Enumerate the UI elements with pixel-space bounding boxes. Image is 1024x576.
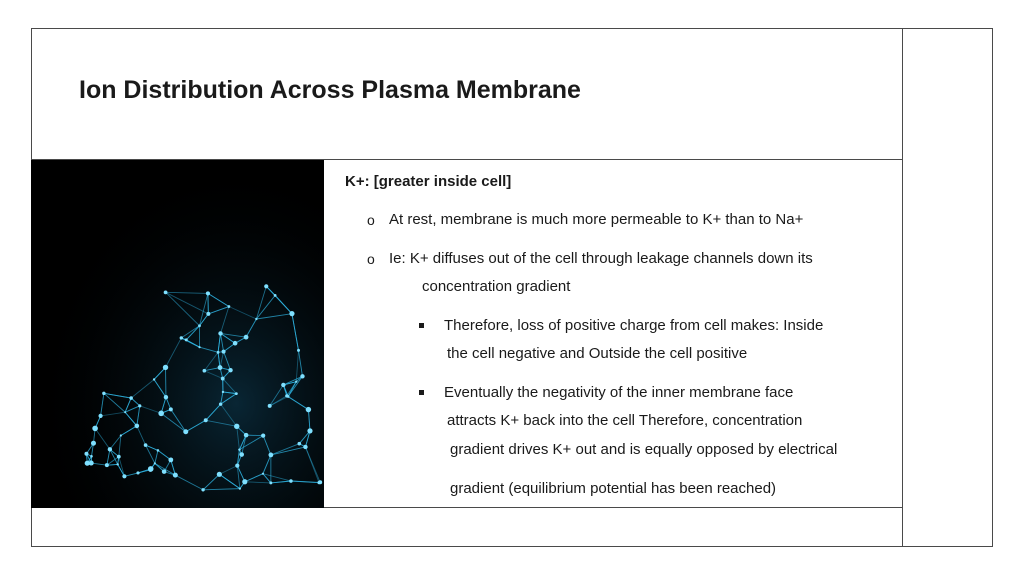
bullet-2-line-2: concentration gradient	[422, 278, 571, 295]
section-heading: K+: [greater inside cell]	[345, 173, 512, 190]
network-globe-image	[31, 160, 324, 508]
sub-bullet-2-line-2: attracts K+ back into the cell Therefore, concentration	[447, 412, 803, 429]
sub-bullet-2-line-3: gradient drives K+ out and is equally opposed by electrical	[450, 441, 838, 458]
bullet-2-line-1: Ie: K+ diffuses out of the cell through leakage channels down its	[389, 250, 813, 267]
slide-title: Ion Distribution Across Plasma Membrane	[79, 76, 581, 104]
square-bullet-icon	[419, 323, 424, 328]
bullet-marker: o	[367, 212, 375, 228]
sub-bullet-1-line-2: the cell negative and Outside the cell positive	[447, 345, 748, 362]
square-bullet-icon	[419, 390, 424, 395]
bullet-1-line-1: At rest, membrane is much more permeable to K+ than to Na+	[389, 211, 804, 228]
sub-bullet-2-line-4: gradient (equilibrium potential has been reached)	[450, 480, 777, 497]
right-divider	[902, 28, 903, 547]
sub-bullet-2-line-1: Eventually the negativity of the inner membrane face	[444, 384, 794, 401]
sub-bullet-1-line-1: Therefore, loss of positive charge from cell makes: Inside	[444, 317, 824, 334]
bullet-marker: o	[367, 251, 375, 267]
